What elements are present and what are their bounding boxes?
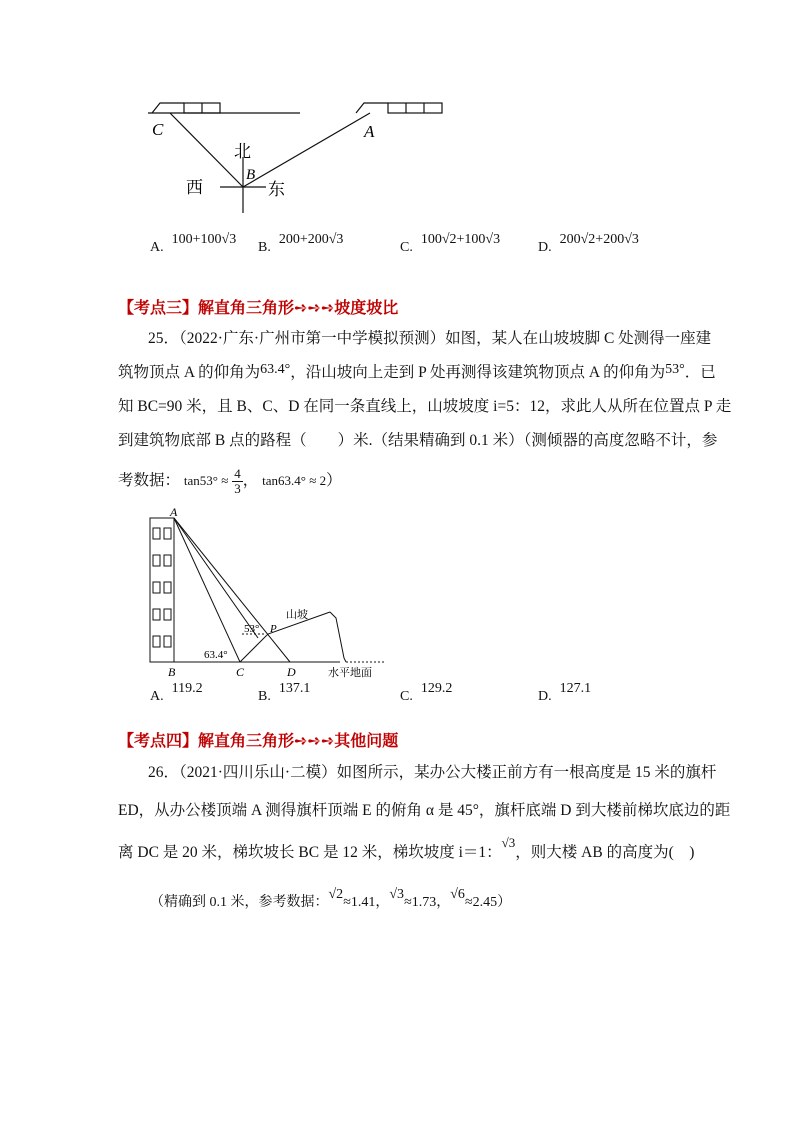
- q25-option-b: B.137.1: [258, 681, 311, 704]
- label-b: B: [246, 167, 256, 183]
- q24-option-a: A.100+100√3: [150, 232, 237, 255]
- building-windows: [153, 528, 171, 647]
- q25-option-d: D.127.1: [538, 681, 592, 704]
- q26-line4: （精确到 0.1 米，参考数据：√2≈1.41，√3≈1.73，√6≈2.45）: [150, 887, 512, 910]
- figure-building-slope: [140, 508, 400, 680]
- fig2-label-p: P: [270, 623, 277, 635]
- q25-line5: 考数据： tan53° ≈ $\frac{4}{3}$ ， tan63.4° ≈ 2）: [118, 465, 342, 496]
- label-east: 东: [268, 180, 285, 200]
- label-west: 西: [186, 178, 203, 198]
- label-c: C: [152, 120, 164, 139]
- q25-line3: 知 BC=90 米，且 B、C、D 在同一条直线上，山坡坡度 i=5：12，求此人从所在位置点 P 走: [118, 398, 732, 415]
- q24-option-c: C.100√2+100√3: [400, 232, 501, 255]
- fig2-ground-label: 水平地面: [328, 666, 372, 679]
- fig2-label-a: A: [170, 508, 178, 519]
- fig2-label-c: C: [236, 665, 245, 679]
- q25-line2: 筑物顶点 A 的仰角为63.4°，沿山坡向上走到 P 处再测得该建筑物顶点 A 的仰角为53°．已: [118, 362, 716, 381]
- q26-line2: ED，从办公楼顶端 A 测得旗杆顶端 E 的俯角 α 是 45°，旗杆底端 D 到大楼前梯坎底边的距: [118, 802, 731, 819]
- fig2-label-b: B: [168, 665, 176, 679]
- left-platform-roof: [152, 103, 184, 113]
- q25-line1: 25．（2022·广东·广州市第一中学模拟预测）如图，某人在山坡坡脚 C 处测得一座建: [148, 330, 712, 347]
- figure-compass: [140, 95, 460, 215]
- q25-line4: 到建筑物底部 B 点的路程（ ）米.（结果精确到 0.1 米）（测倾器的高度忽略不计，参: [118, 432, 718, 449]
- section-heading-4: 【考点四】解直角三角形➺➺➺其他问题: [118, 731, 399, 750]
- label-north: 北: [234, 142, 251, 162]
- q24-option-b: B.200+200√3: [258, 232, 344, 255]
- section-heading-3: 【考点三】解直角三角形➺➺➺坡度坡比: [118, 298, 399, 317]
- fig2-angle-634: 63.4°: [204, 649, 228, 661]
- label-a: A: [364, 122, 375, 141]
- q24-option-d: D.200√2+200√3: [538, 232, 639, 255]
- q25-option-c: C.129.2: [400, 681, 453, 704]
- q25-option-a: A.119.2: [150, 681, 203, 704]
- q26-line1: 26．（2021·四川乐山·二模）如图所示，某办公大楼正前方有一根高度是 15 米的旗杆: [148, 764, 717, 781]
- fig2-slope-label: 山坡: [286, 608, 308, 621]
- q26-line3: 离 DC 是 20 米，梯坎坡长 BC 是 12 米，梯坎坡度 i＝1：$^{√3}$，则大楼 AB 的高度为( ): [118, 835, 695, 861]
- fig2-label-d: D: [287, 665, 296, 679]
- fig2-angle-53: 53°: [244, 623, 260, 635]
